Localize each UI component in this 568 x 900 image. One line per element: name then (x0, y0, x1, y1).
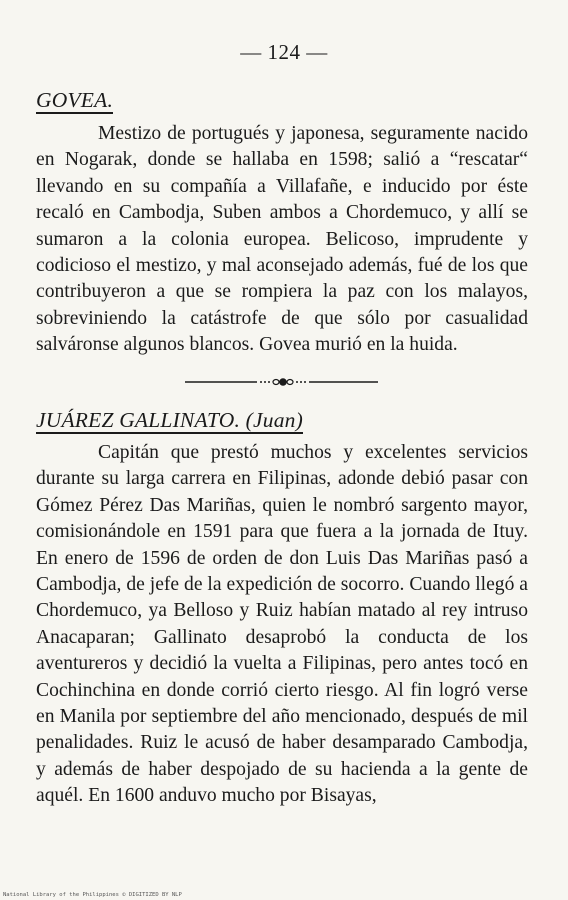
library-footer-stamp: National Library of the Philippines © DIGITIZED BY NLP (3, 892, 182, 898)
page-number: — 124 — (240, 40, 328, 64)
entry-heading-juarez-gallinato: JUÁREZ GALLINATO. (Juan) (36, 408, 303, 432)
entry-heading-govea: GOVEA. (36, 88, 114, 112)
entry-body-juarez-gallinato: Capitán que prestó muchos y excelentes servicios durante su larga carrera en Filipinas, adonde debió pasar con Gómez Pérez Das Mariñas, quien le nombró sargento mayor, comisionándole en 1591 para que fuera a la jornada de Ituy. En enero de 1596 de orden de don Luis Das Mariñas pasó a Cambodja, de jefe de la expedición de socorro. Cuando llegó a Chordemuco, ya Belloso y Ruiz habían matado al rey intruso Anacaparan; Gallinato desaprobó la conducta de los aventureros y decidió la vuelta a Filipinas, pero antes tocó en Cochinchina en donde corrió cierto riesgo. Al fin logró verse en Manila por septiembre del año mencionado, después de mil penalidades. Ruiz le acusó de haber desamparado Cambodja, y además de haber despojado de su hacienda a la gente de aquél. En 1600 anduvo mucho por Bisayas, (36, 442, 528, 807)
section-divider-ornament (185, 372, 378, 392)
entry-body-govea: Mestizo de portugués y japonesa, seguramente nacido en Nogarak, donde se hallaba en 1598; salió a “rescatar“ llevando en su compañía a Villafañe, e inducido por éste recaló en Cambodja, Suben ambos a Chordemuco, y allí se sumaron a la colonia europea. Belicoso, imprudente y codicioso el mestizo, y mal aconsejado además, fué de los que contribuyeron a que se rompiera la paz con los malayos, sobreviniendo la catástrofe de que sólo por casualidad salváronse algunos blancos. Govea murió en la huida. (36, 123, 528, 356)
